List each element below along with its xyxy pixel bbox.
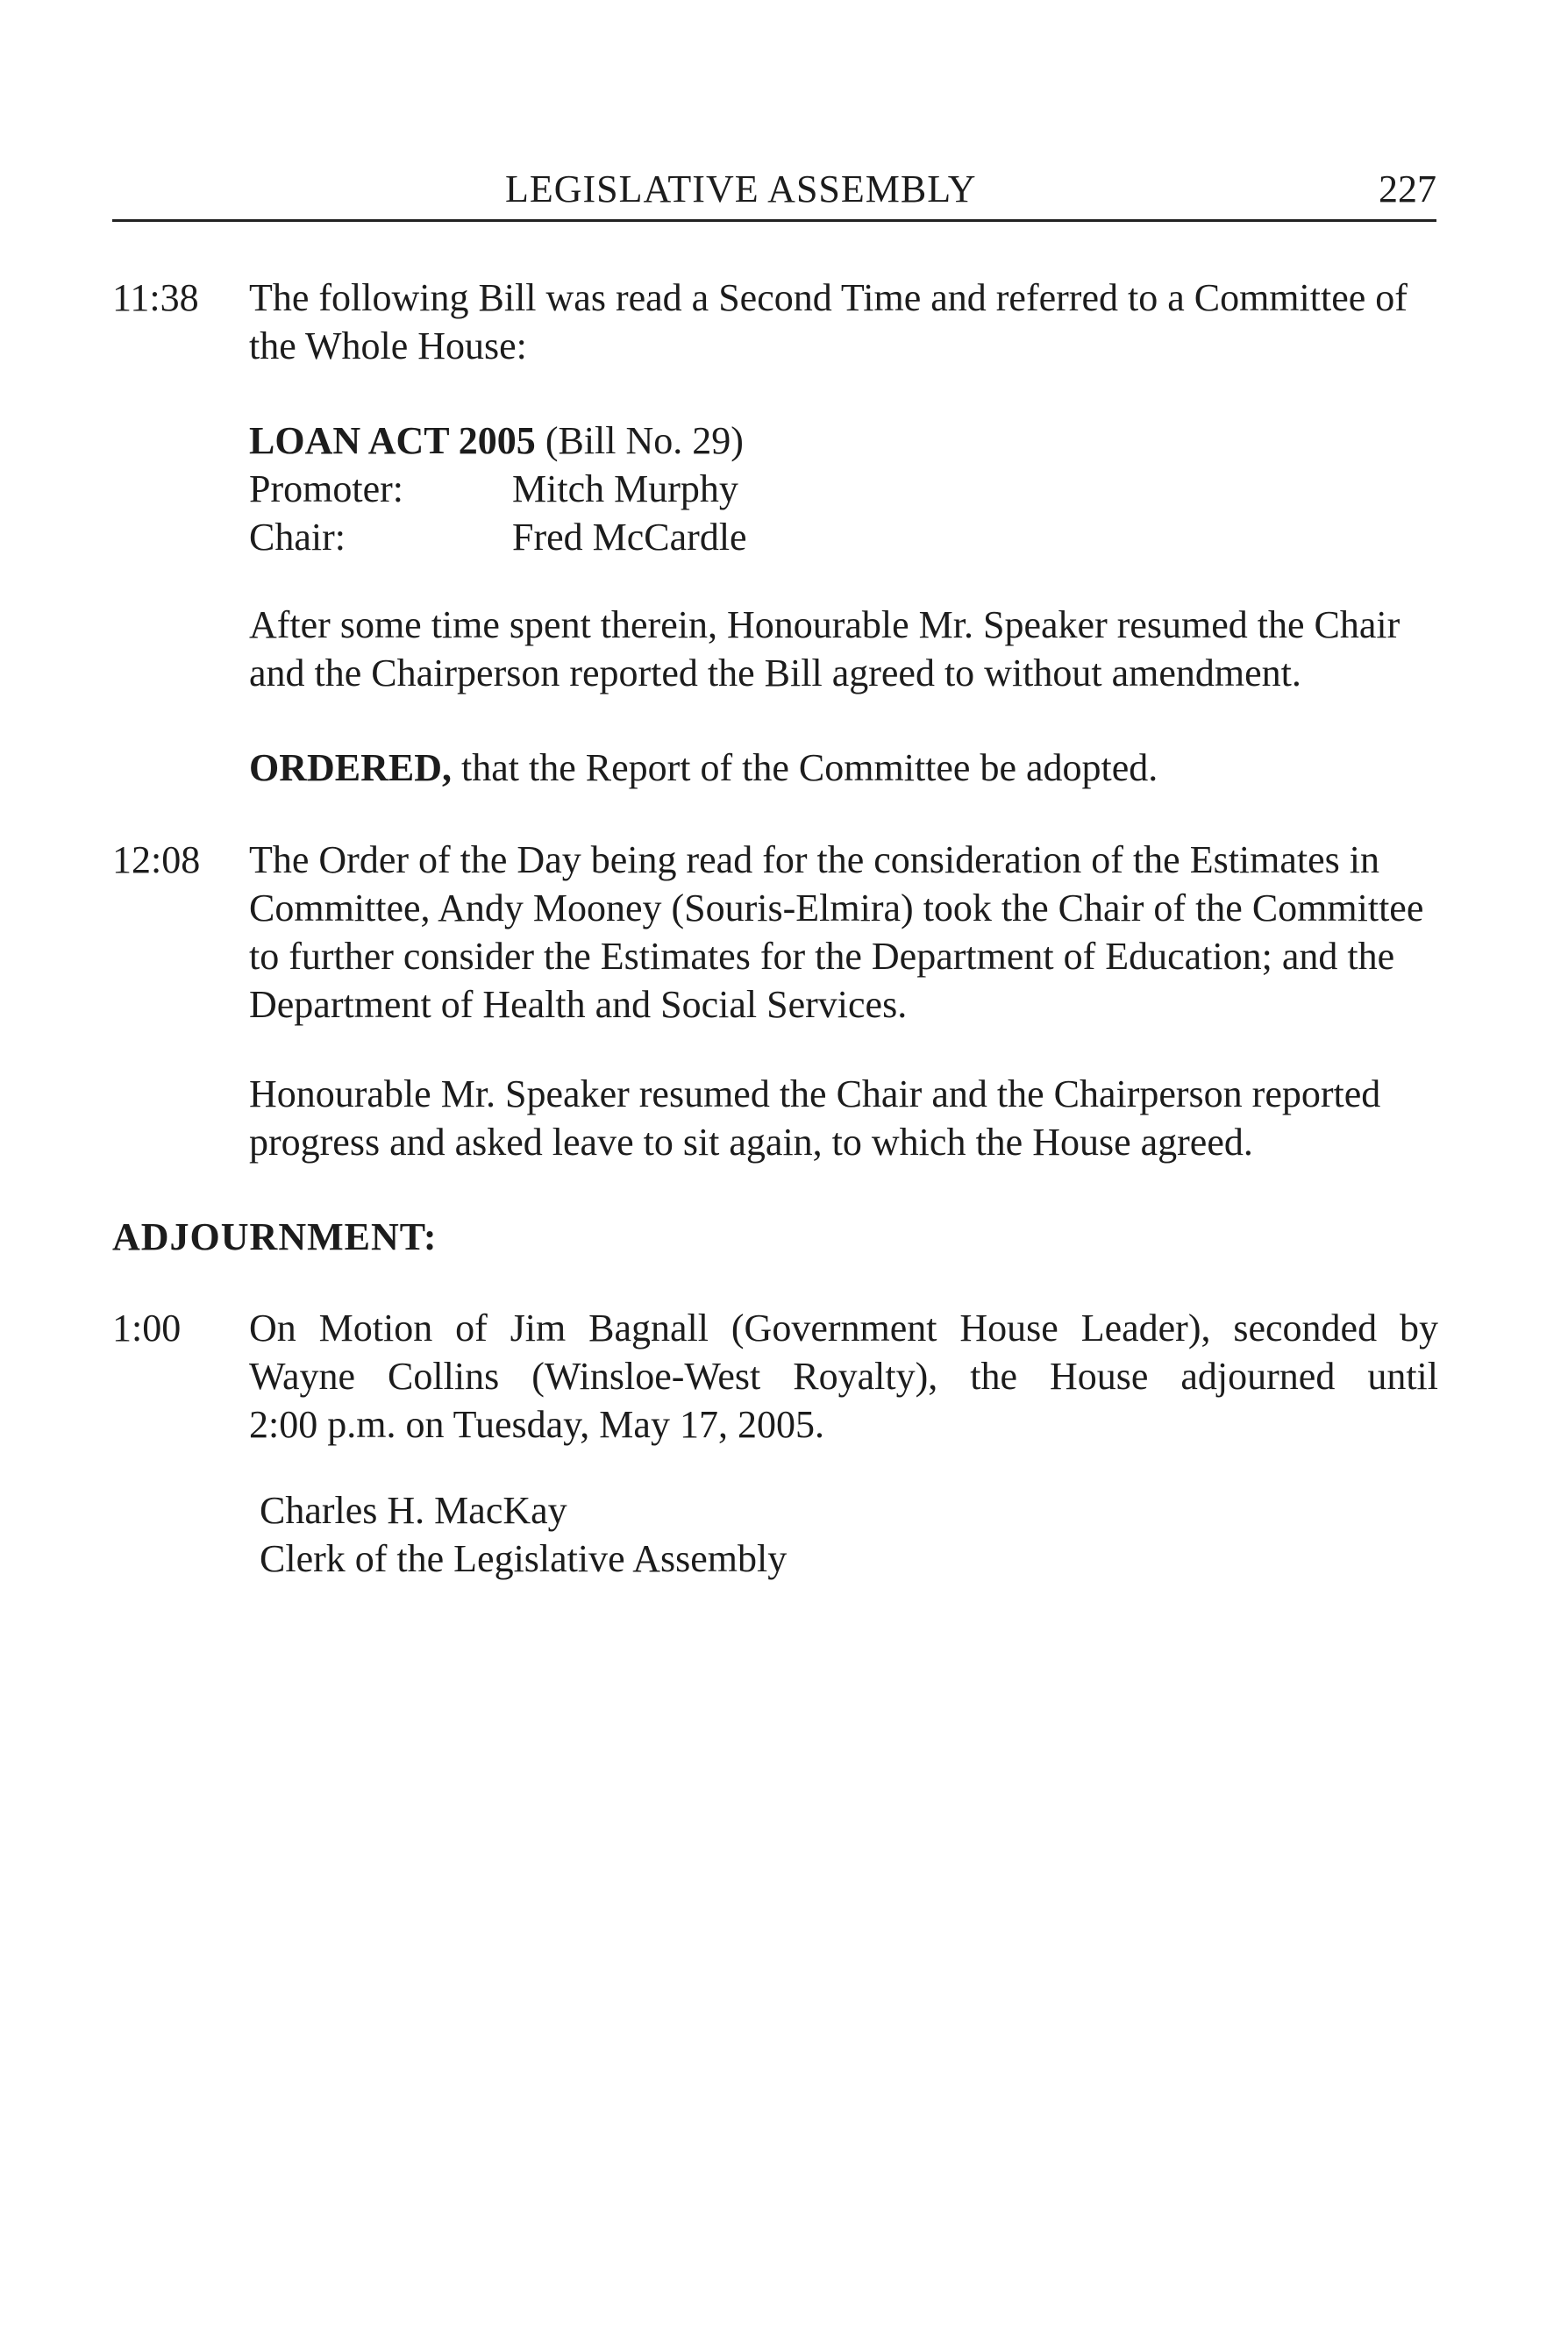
entry-line: progress and asked leave to sit again, to which the House agreed. xyxy=(249,1121,1253,1164)
entry-line: Wayne Collins (Winsloe-West Royalty), the House adjourned until xyxy=(249,1355,1438,1398)
ordered-statement xyxy=(249,744,1438,792)
page-number: 227 xyxy=(1379,167,1436,210)
chair-label: Chair: xyxy=(249,516,346,559)
bill-details xyxy=(249,417,1438,561)
ordered-label: ORDERED, xyxy=(249,746,453,789)
bill-chair-row xyxy=(249,513,1438,561)
speaker-resumed xyxy=(249,1070,1438,1166)
entry-line: Honourable Mr. Speaker resumed the Chair and the Chairperson reported xyxy=(249,1072,1381,1115)
entry-text xyxy=(249,836,1438,1029)
bill-number: (Bill No. 29) xyxy=(545,419,744,462)
clerk-title: Clerk of the Legislative Assembly xyxy=(260,1537,788,1580)
running-head-title: LEGISLATIVE ASSEMBLY xyxy=(505,167,977,210)
running-head xyxy=(112,167,1436,222)
ordered-text: that the Report of the Committee be adopted. xyxy=(461,746,1158,789)
bill-name: LOAN ACT 2005 xyxy=(249,419,536,462)
clerk-name: Charles H. MacKay xyxy=(260,1489,567,1532)
chair-name: Fred McCardle xyxy=(512,516,747,559)
entry-line: The Order of the Day being read for the consideration of the Estimates in xyxy=(249,838,1379,881)
promoter-name: Mitch Murphy xyxy=(512,467,738,510)
bill-title-row xyxy=(249,417,1438,465)
entry-line: Committee, Andy Mooney (Souris-Elmira) took the Chair of the Committee xyxy=(249,887,1424,929)
entry-line: On Motion of Jim Bagnall (Government House Leader), seconded by xyxy=(249,1307,1438,1350)
entry-time: 11:38 xyxy=(112,276,199,319)
entry-line: to further consider the Estimates for the Department of Education; and the xyxy=(249,935,1395,978)
entry-text xyxy=(249,274,1438,370)
entry-line: The following Bill was read a Second Time and referred to a Committee of xyxy=(249,276,1408,319)
adjournment-heading: ADJOURNMENT: xyxy=(112,1215,438,1258)
bill-promoter-row xyxy=(249,465,1438,513)
entry-time: 1:00 xyxy=(112,1307,182,1350)
adjournment-text xyxy=(249,1304,1438,1449)
entry-time: 12:08 xyxy=(112,838,201,881)
entry-line: Department of Health and Social Services. xyxy=(249,983,908,1026)
entry-line: and the Chairperson reported the Bill agreed to without amendment. xyxy=(249,652,1301,694)
entry-line: 2:00 p.m. on Tuesday, May 17, 2005. xyxy=(249,1403,824,1446)
signature-block xyxy=(260,1486,787,1583)
promoter-label: Promoter: xyxy=(249,467,403,510)
entry-line: After some time spent therein, Honourable Mr. Speaker resumed the Chair xyxy=(249,603,1401,646)
entry-line: the Whole House: xyxy=(249,324,527,367)
committee-report xyxy=(249,601,1438,697)
